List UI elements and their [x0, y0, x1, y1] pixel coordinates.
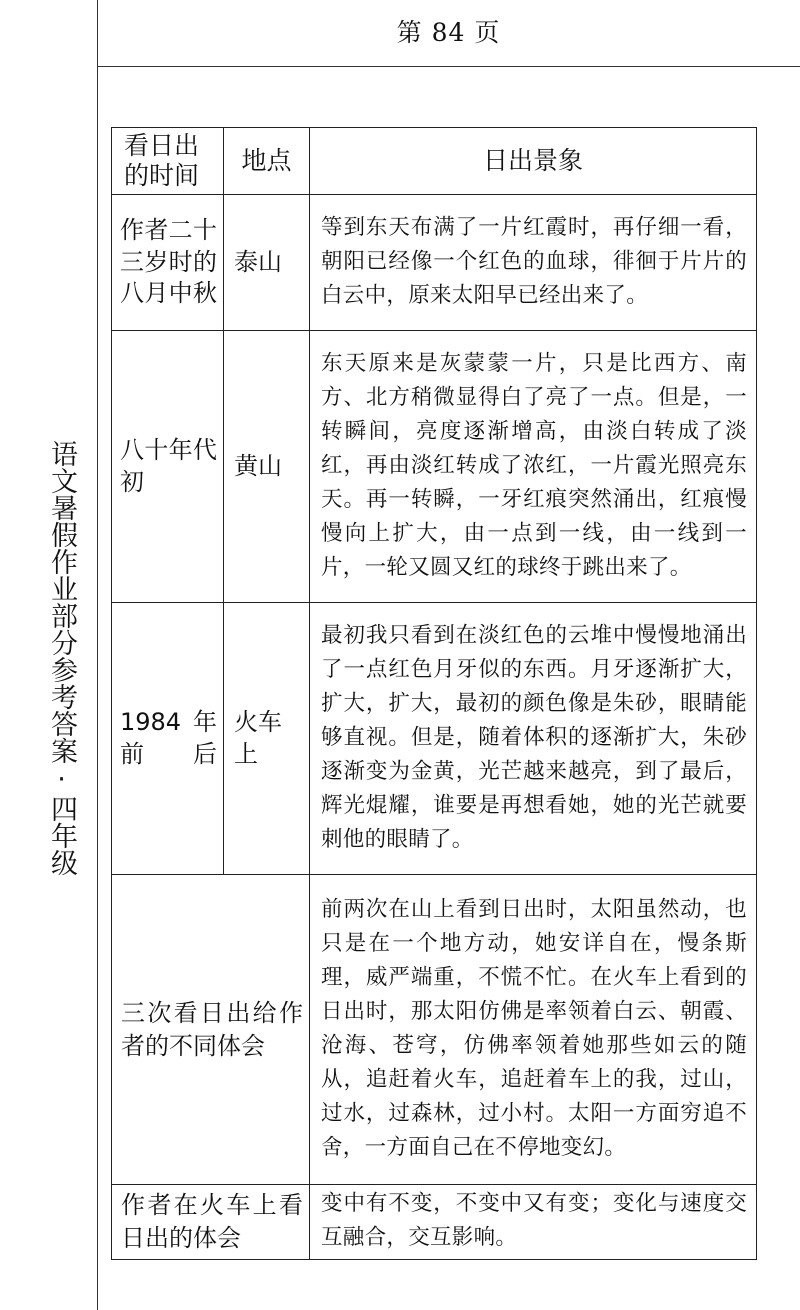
time-cell: 1984 年前后: [112, 603, 224, 875]
summary-row: [112, 1185, 757, 1260]
scene-cell: 东天原来是灰蒙蒙一片，只是比西方、南方、北方稍微显得白了亮了一点。但是，一转瞬间，亮度逐渐增高，由淡白转成了淡红，再由淡红转成了浓红，一片霞光照亮东天。再一转瞬，一牙红痕突然涌出，红痕慢慢向上扩大，由一点到一线，由一线到一片，一轮又圆又红的球终于跳出来了。: [310, 331, 757, 603]
summary-row: [112, 875, 757, 1185]
margin-divider: [97, 0, 98, 1310]
table-header-row: [112, 128, 757, 195]
side-title: 语文暑假作业部分参考答案·四年级: [46, 440, 77, 876]
header-place: 地点: [224, 128, 310, 195]
summary-content-cell: 变中有不变，不变中又有变；变化与速度交互融合，交互影响。: [310, 1185, 757, 1260]
scene-cell: 等到东天布满了一片红霞时，再仔细一看，朝阳已经像一个红色的血球，徘徊于片片的白云中，原来太阳早已经出来了。: [310, 195, 757, 331]
place-cell: 泰山: [224, 195, 310, 331]
time-cell: 作者二十三岁时的八月中秋: [112, 195, 224, 331]
sunrise-answer-table: [111, 127, 757, 1260]
header-time: 看日出的时间: [112, 128, 224, 195]
place-cell: 黄山: [224, 331, 310, 603]
page-number-label: 第 84 页: [396, 18, 501, 47]
table-row: [112, 331, 757, 603]
table-row: [112, 603, 757, 875]
time-cell: 八十年代初: [112, 331, 224, 603]
scene-cell: 最初我只看到在淡红色的云堆中慢慢地涌出了一点红色月牙似的东西。月牙逐渐扩大，扩大，扩大，最初的颜色像是朱砂，眼睛能够直视。但是，随着体积的逐渐扩大，朱砂逐渐变为金黄，光芒越来越亮，到了最后，辉光焜耀，谁要是再想看她，她的光芒就要刺他的眼睛了。: [310, 603, 757, 875]
summary-label-cell: 三次看日出给作者的不同体会: [112, 875, 310, 1185]
page-header: [97, 0, 800, 67]
summary-label-cell: 作者在火车上看日出的体会: [112, 1185, 310, 1260]
place-cell: 火车上: [224, 603, 310, 875]
header-scene: 日出景象: [310, 128, 757, 195]
summary-content-cell: 前两次在山上看到日出时，太阳虽然动，也只是在一个地方动，她安详自在，慢条斯理，威严端重，不慌不忙。在火车上看到的日出时，那太阳仿佛是率领着白云、朝霞、沧海、苍穹，仿佛率领着她那些如云的随从，追赶着火车，追赶着车上的我，过山，过水，过森林，过小村。太阳一方面穷追不舍，一方面自己在不停地变幻。: [310, 875, 757, 1185]
table-row: [112, 195, 757, 331]
